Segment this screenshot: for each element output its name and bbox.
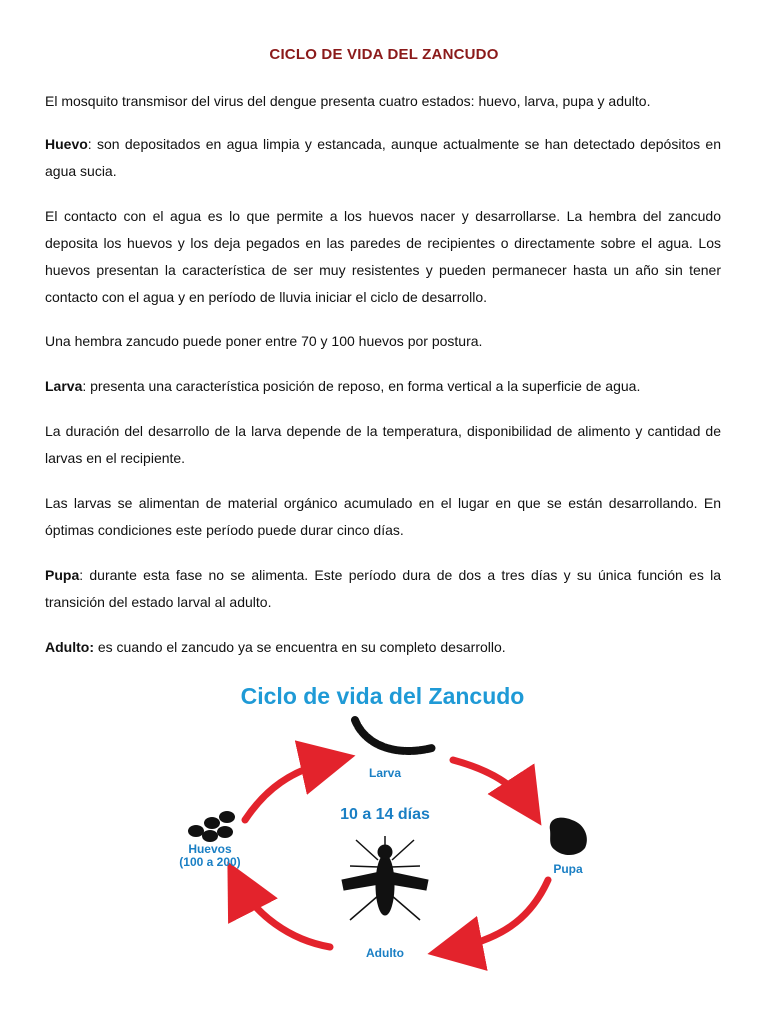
duracion-text: La duración del desarrollo de la larva depende de la temperatura, disponibilidad de alimento y cantidad de larvas en el recipiente. (45, 423, 721, 466)
paragraph-postura (45, 328, 721, 355)
adulto-label: Adulto: (45, 639, 94, 655)
paragraph-huevo (45, 131, 721, 185)
label-pupa: Pupa (553, 862, 583, 876)
paragraph-larva (45, 373, 721, 400)
arrow-larva-to-pupa (453, 760, 530, 808)
huevo-text: : son depositados en agua limpia y estancada, aunque actualmente se han detectado depósitos en agua sucia. (45, 136, 721, 179)
label-larva: Larva (368, 766, 402, 780)
pupa-text: : durante esta fase no se alimenta. Este período dura de dos a tres días y su única función es la transición del estado larval al adulto. (45, 567, 721, 610)
arrow-adulto-to-huevos (237, 880, 330, 947)
figure-title: Ciclo de vida del Zancudo (240, 683, 525, 709)
label-center: 10 a 14 días (340, 806, 430, 823)
paragraph-adulto (45, 634, 721, 661)
label-huevos-count: (100 a 200) (179, 855, 241, 869)
eggs-icon (188, 811, 235, 842)
huevo-label: Huevo (45, 136, 88, 152)
alimento-text: Las larvas se alimentan de material orgánico acumulado en el lugar en que se están desarrollando. En óptimas condiciones este período puede durar cinco días. (45, 495, 721, 538)
larva-label: Larva (45, 378, 83, 394)
paragraph-contacto (45, 203, 721, 311)
larva-text: : presenta una característica posición de reposo, en forma vertical a la superficie de agua. (82, 378, 641, 394)
paragraph-pupa (45, 562, 721, 616)
arrow-huevos-to-larva (245, 760, 335, 820)
paragraph-duracion (45, 418, 721, 472)
paragraph-intro-text: El mosquito transmisor del virus del dengue presenta cuatro estados: huevo, larva, pupa y adulto. (45, 93, 651, 109)
pupa-icon (550, 818, 587, 855)
larva-icon (355, 720, 432, 751)
document-title: CICLO DE VIDA DEL ZANCUDO (269, 46, 499, 63)
adulto-text: es cuando el zancudo ya se encuentra en su completo desarrollo. (93, 639, 506, 655)
contacto-text: El contacto con el agua es lo que permite a los huevos nacer y desarrollarse. La hembra del zancudo deposita los huevos y los deja pegados en las paredes de recipientes o directamente sobre el agua. Los huevos presentan la característica de ser muy resistentes y pueden permanecer hasta un año sin tener contacto con el agua y en período de lluvia iniciar el ciclo de desarrollo. (45, 208, 721, 305)
mosquito-icon (342, 836, 428, 920)
postura-text: Una hembra zancudo puede poner entre 70 y 100 huevos por postura. (45, 333, 483, 349)
arrow-pupa-to-adulto (448, 880, 548, 950)
label-adulto: Adulto (366, 946, 404, 960)
pupa-label: Pupa (45, 567, 80, 583)
paragraph-alimento (45, 490, 721, 544)
paragraph-intro (45, 88, 721, 115)
label-huevos: Huevos (188, 842, 232, 856)
